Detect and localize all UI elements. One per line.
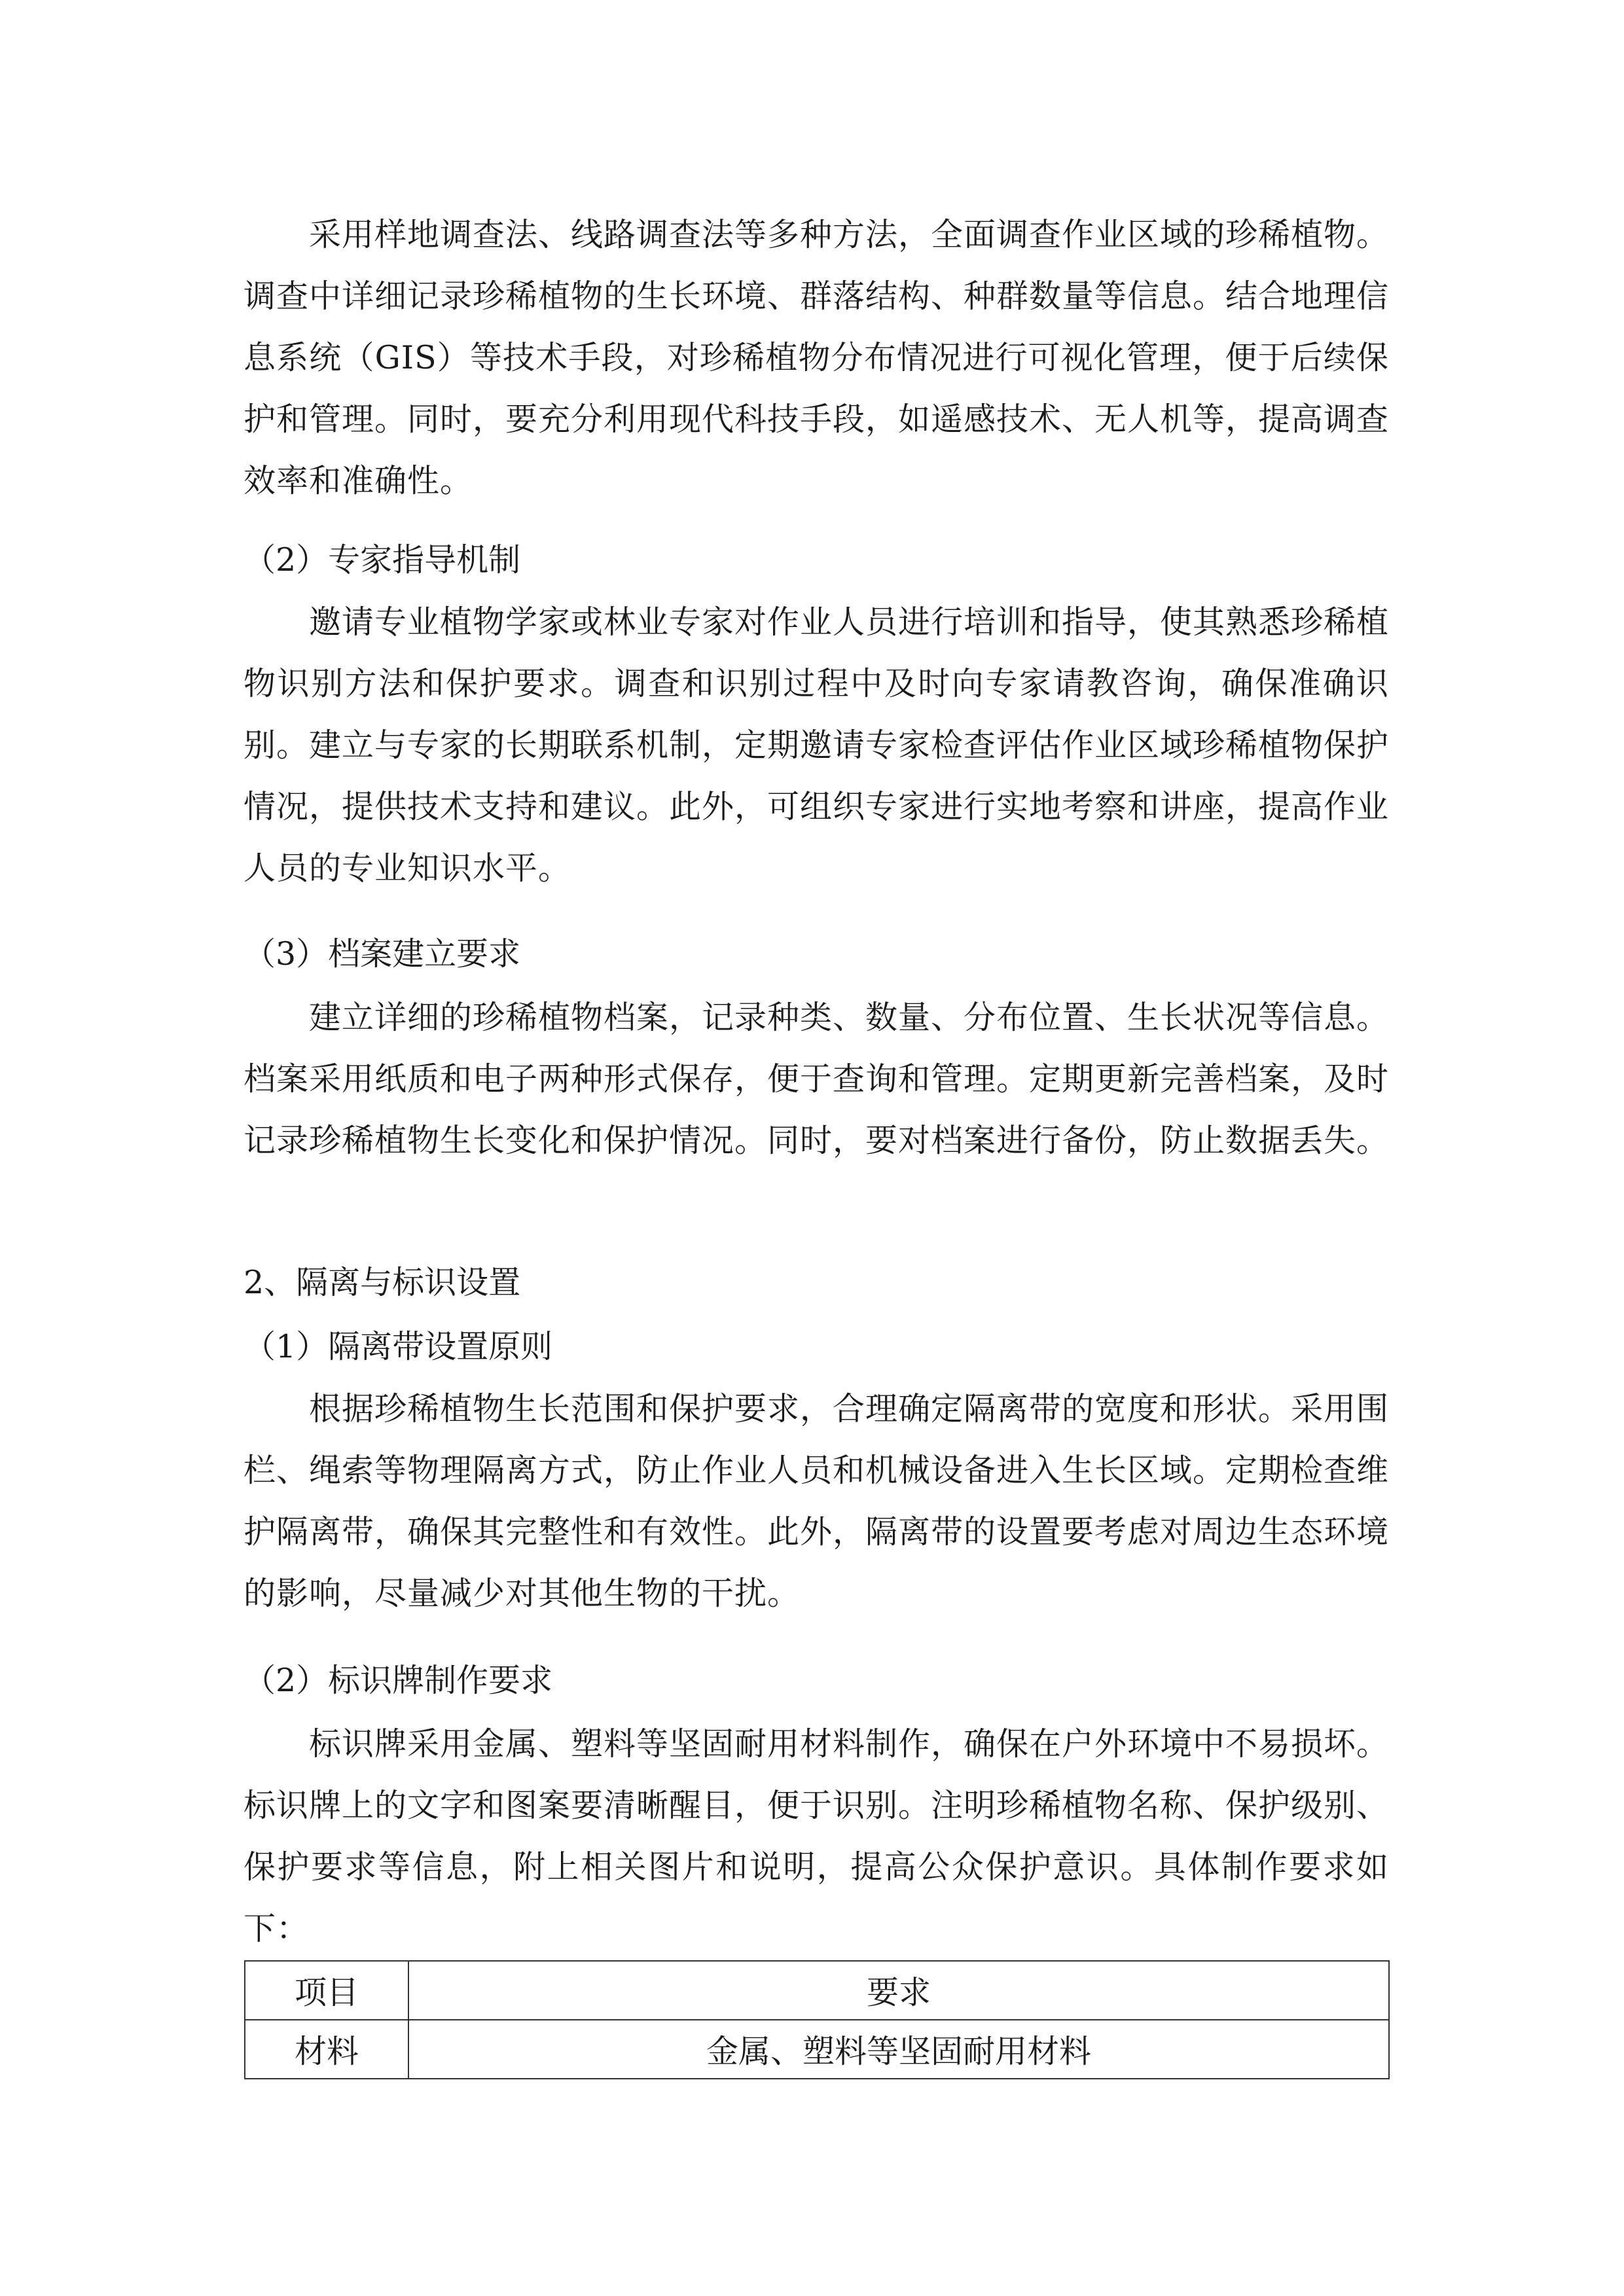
heading-isolation-principles: （1）隔离带设置原则 — [244, 1328, 553, 1365]
table-cell: 材料 — [245, 2020, 408, 2079]
heading-sign-requirements: （2）标识牌制作要求 — [244, 1662, 553, 1699]
table-header-row — [245, 1961, 1389, 2020]
table-header-cell: 项目 — [245, 1961, 408, 2020]
paragraph-isolation-principles: 根据珍稀植物生长范围和保护要求，合理确定隔离带的宽度和形状。采用围栏、绳索等物理隔离方式，防止作业人员和机械设备进入生长区域。定期检查维护隔离带，确保其完整性和有效性。此外，隔离带的设置要考虑对周边生态环境的影响，尽量减少对其他生物的干扰。 — [244, 1390, 1390, 1612]
table-row — [245, 2020, 1389, 2079]
paragraph-archive-requirements: 建立详细的珍稀植物档案，记录种类、数量、分布位置、生长状况等信息。档案采用纸质和电子两种形式保存，便于查询和管理。定期更新完善档案，及时记录珍稀植物生长变化和保护情况。同时，要对档案进行备份，防止数据丢失。 — [244, 999, 1390, 1159]
heading-section-2: 2、隔离与标识设置 — [244, 1264, 521, 1301]
requirements-table — [244, 1960, 1390, 2079]
table-cell: 金属、塑料等坚固耐用材料 — [408, 2020, 1389, 2079]
heading-archive-requirements: （3）档案建立要求 — [244, 935, 521, 973]
heading-expert-guidance: （2）专家指导机制 — [244, 541, 521, 579]
paragraph-sign-requirements: 标识牌采用金属、塑料等坚固耐用材料制作，确保在户外环境中不易损坏。标识牌上的文字和图案要清晰醒目，便于识别。注明珍稀植物名称、保护级别、保护要求等信息，附上相关图片和说明，提高公众保护意识。具体制作要求如下： — [244, 1725, 1390, 1947]
table-header-cell: 要求 — [408, 1961, 1389, 2020]
paragraph-survey-methods: 采用样地调查法、线路调查法等多种方法，全面调查作业区域的珍稀植物。调查中详细记录珍稀植物的生长环境、群落结构、种群数量等信息。结合地理信息系统（GIS）等技术手段，对珍稀植物分布情况进行可视化管理，便于后续保护和管理。同时，要充分利用现代科技手段，如遥感技术、无人机等，提高调查效率和准确性。 — [244, 216, 1390, 499]
paragraph-expert-guidance: 邀请专业植物学家或林业专家对作业人员进行培训和指导，使其熟悉珍稀植物识别方法和保护要求。调查和识别过程中及时向专家请教咨询，确保准确识别。建立与专家的长期联系机制，定期邀请专家检查评估作业区域珍稀植物保护情况，提供技术支持和建议。此外，可组织专家进行实地考察和讲座，提高作业人员的专业知识水平。 — [244, 603, 1390, 887]
